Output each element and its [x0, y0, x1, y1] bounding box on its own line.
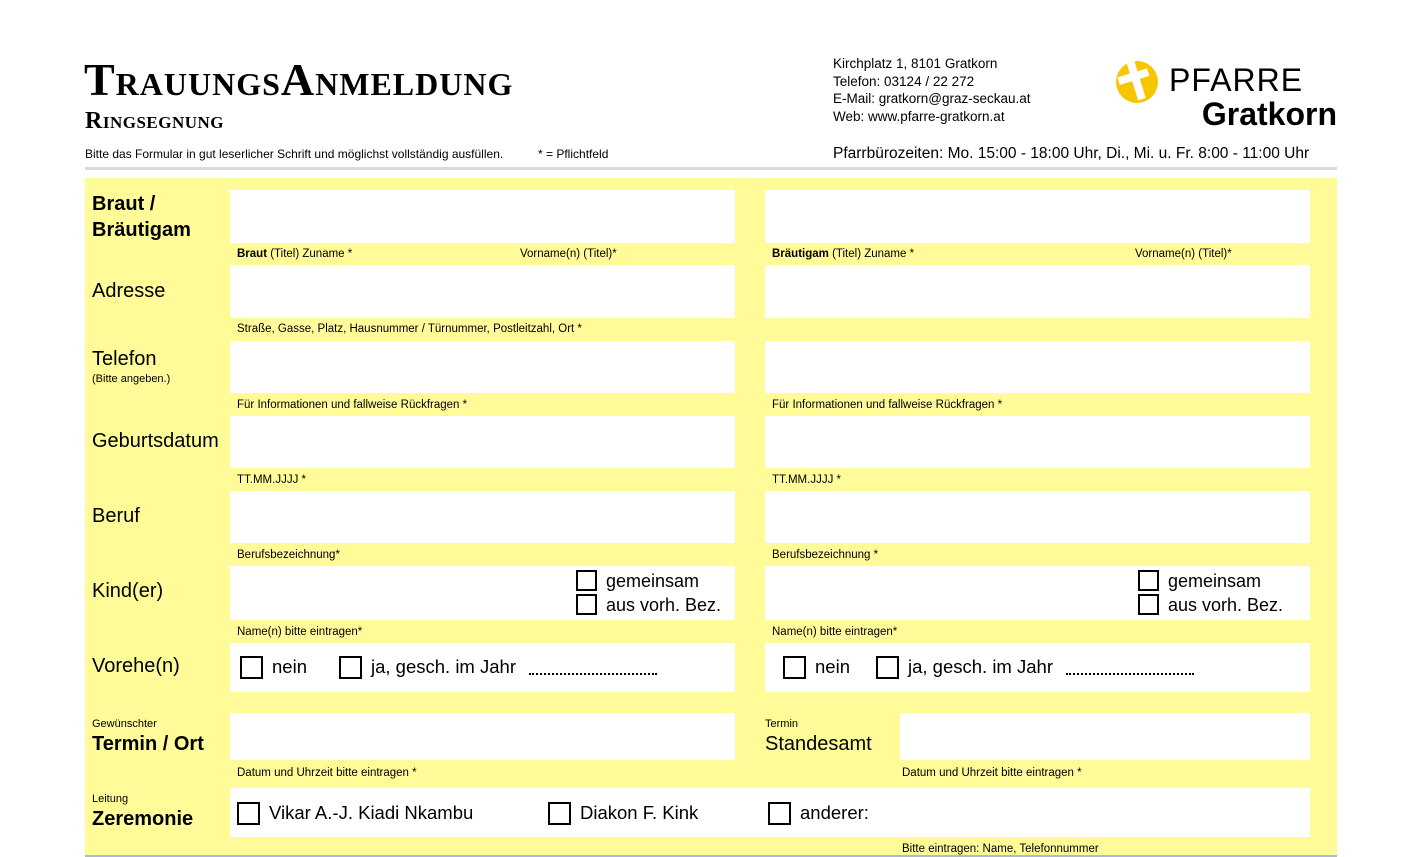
fill-instruction: Bitte das Formular in gut leserlicher Schrift und möglichst vollständig ausfüllen. [85, 147, 504, 161]
label-vorehen: Vorehe(n) [92, 655, 180, 677]
form-body [85, 178, 1337, 857]
caption-groom-profession: Berufsbezeichnung * [772, 549, 879, 561]
input-bride-phone[interactable] [230, 341, 735, 393]
label-standesamt: Standesamt [765, 733, 872, 755]
label-kinder: Kind(er) [92, 580, 164, 602]
caption-groom-birthdate: TT.MM.JJJJ * [772, 474, 841, 486]
label-ceremony-diakon: Diakon F. Kink [580, 802, 699, 824]
label-gewuenschter: Gewünschter [92, 718, 157, 730]
caption-groom-phone: Für Informationen und fallweise Rückfragen * [772, 399, 1003, 411]
label-children-previous: aus vorh. Bez. [606, 594, 722, 615]
input-groom-name[interactable] [765, 190, 1310, 243]
page-subtitle: Ringsegnung [85, 108, 225, 134]
input-groom-profession[interactable] [765, 491, 1310, 543]
checkbox-groom-children-together[interactable] [1138, 570, 1159, 591]
logo-pfarre: PFARRE [1169, 62, 1304, 98]
cross-circle-icon [1113, 57, 1160, 110]
office-hours: Pfarrbürozeiten: Mo. 15:00 - 18:00 Uhr, Di., Mi. u. Fr. 8:00 - 11:00 Uhr [833, 145, 1310, 162]
caption-bride-profession: Berufsbezeichnung* [237, 549, 340, 561]
label-children-previous: aus vorh. Bez. [1168, 594, 1284, 615]
caption-groom-surname: Bräutigam (Titel) Zuname * [772, 248, 915, 260]
label-telefon: Telefon [92, 348, 157, 370]
input-bride-address[interactable] [230, 265, 735, 318]
label-ceremony-other: anderer: [800, 802, 869, 824]
input-groom-address[interactable] [765, 265, 1310, 318]
input-registry-date[interactable] [900, 713, 1310, 760]
input-desired-date-place[interactable] [230, 713, 735, 760]
label-beruf: Beruf [92, 505, 140, 527]
caption-bride-phone: Für Informationen und fallweise Rückfragen * [237, 399, 468, 411]
year-fill-line-bride[interactable] [529, 671, 657, 675]
label-leitung: Leitung [92, 793, 129, 805]
caption-registry-date: Datum und Uhrzeit bitte eintragen * [902, 767, 1082, 779]
checkbox-bride-no-previous[interactable] [240, 656, 263, 679]
contact-email: E-Mail: gratkorn@graz-seckau.at [833, 91, 1031, 107]
contact-block [833, 55, 1031, 125]
caption-groom-firstname: Vorname(n) (Titel)* [1135, 248, 1232, 260]
checkbox-ceremony-other[interactable] [768, 802, 791, 825]
label-termin-ort: Termin / Ort [92, 733, 204, 755]
caption-bride-birthdate: TT.MM.JJJJ * [237, 474, 306, 486]
label-termin: Termin [765, 718, 799, 730]
checkbox-groom-yes-previous[interactable] [876, 656, 899, 679]
caption-groom-children: Name(n) bitte eintragen* [772, 626, 898, 638]
label-children-together: gemeinsam [1168, 570, 1262, 591]
checkbox-bride-yes-previous[interactable] [339, 656, 362, 679]
year-fill-line-groom[interactable] [1066, 671, 1194, 675]
checkbox-bride-children-previous[interactable] [576, 594, 597, 615]
label-yes-previous: ja, gesch. im Jahr [371, 656, 516, 678]
input-bride-profession[interactable] [230, 491, 735, 543]
label-children-together: gemeinsam [606, 570, 700, 591]
caption-bride-surname: Braut (Titel) Zuname * [237, 248, 353, 260]
input-groom-birthdate[interactable] [765, 416, 1310, 468]
caption-address: Straße, Gasse, Platz, Hausnummer / Türnummer, Postleitzahl, Ort * [237, 323, 582, 335]
input-groom-phone[interactable] [765, 341, 1310, 393]
label-geburtsdatum: Geburtsdatum [92, 430, 219, 452]
caption-bride-children: Name(n) bitte eintragen* [237, 626, 363, 638]
label-adresse: Adresse [92, 280, 166, 302]
input-bride-birthdate[interactable] [230, 416, 735, 468]
caption-bride-firstname: Vorname(n) (Titel)* [520, 248, 617, 260]
contact-phone: Telefon: 03124 / 22 272 [833, 73, 975, 89]
header-divider [85, 167, 1337, 170]
label-braut-braeutigam: Braut / Bräutigam [92, 193, 191, 241]
label-yes-previous: ja, gesch. im Jahr [908, 656, 1053, 678]
label-ceremony-vikar: Vikar A.-J. Kiadi Nkambu [269, 802, 474, 824]
caption-desired-date: Datum und Uhrzeit bitte eintragen * [237, 767, 417, 779]
checkbox-groom-children-previous[interactable] [1138, 594, 1159, 615]
label-zeremonie: Zeremonie [92, 808, 194, 830]
checkbox-ceremony-vikar[interactable] [237, 802, 260, 825]
page-title: TrauungsAnmeldung [84, 54, 514, 105]
checkbox-groom-no-previous[interactable] [783, 656, 806, 679]
label-no-previous: nein [815, 656, 850, 678]
contact-address: Kirchplatz 1, 8101 Gratkorn [833, 56, 998, 71]
input-bride-name[interactable] [230, 190, 735, 243]
caption-ceremony: Bitte eintragen: Name, Telefonnummer [902, 843, 1099, 855]
label-no-previous: nein [272, 656, 307, 678]
label-telefon-note: (Bitte angeben.) [92, 373, 171, 385]
contact-web: Web: www.pfarre-gratkorn.at [833, 108, 1005, 124]
checkbox-ceremony-diakon[interactable] [548, 802, 571, 825]
logo-gratkorn: Gratkorn [1201, 96, 1337, 132]
required-field-note: * = Pflichtfeld [538, 147, 609, 161]
checkbox-bride-children-together[interactable] [576, 570, 597, 591]
